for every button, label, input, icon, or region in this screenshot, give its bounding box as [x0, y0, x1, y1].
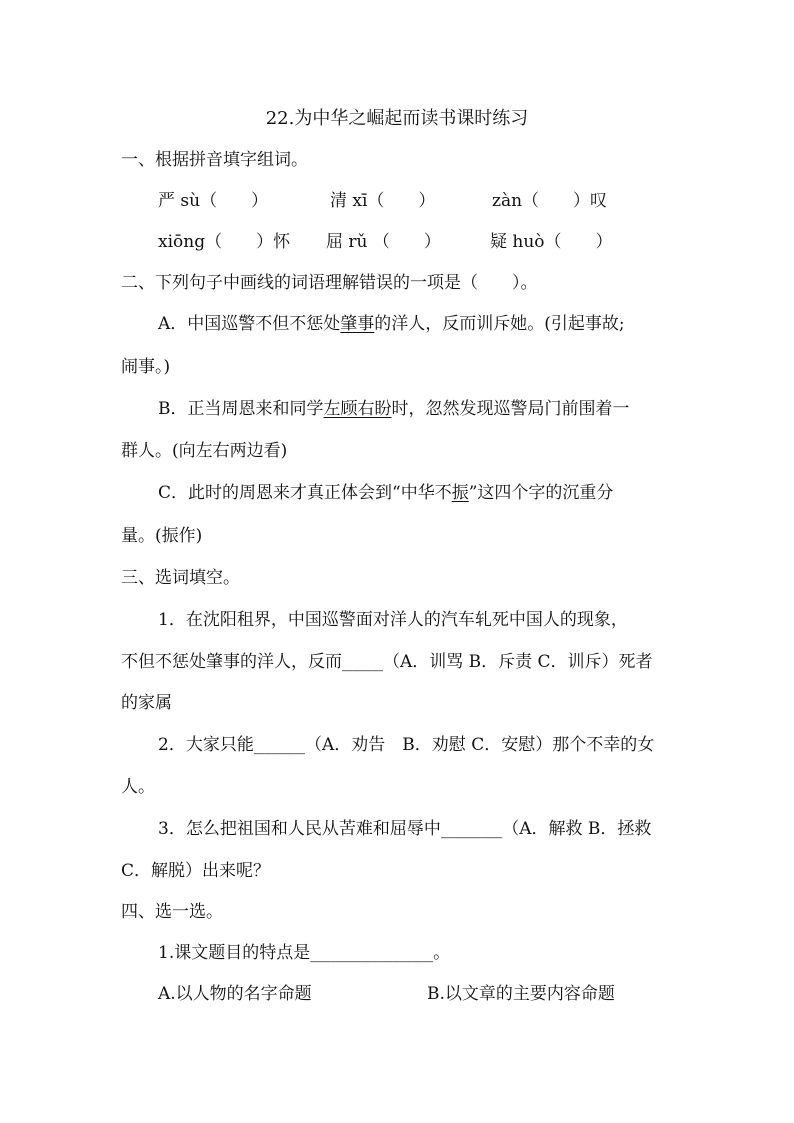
fill-q3-line1	[158, 818, 651, 840]
fill-q2-text: 2．大家只能	[158, 735, 254, 755]
underlined-word-a: 肇事	[340, 314, 375, 334]
pinyin-item-1: 严 sù（ ）	[158, 191, 269, 211]
option-a-continuation: 闹事。)	[121, 357, 171, 377]
pinyin-item-6: 疑 huò（ ）	[490, 232, 613, 252]
fill-q1-line1: 1．在沈阳租界，中国巡警面对洋人的汽车轧死中国人的现象，	[158, 610, 628, 630]
option-b-text-end: 时，忽然发现巡警局门前围着一	[391, 399, 630, 419]
underlined-word-c: 振	[451, 483, 469, 503]
option-a-line	[158, 313, 625, 335]
fill-q3-text: 3．怎么把祖国和人民从苦难和屈辱中	[158, 819, 441, 839]
section-1-heading: 一、根据拼音填字组词。	[121, 150, 308, 170]
fill-q1-text: 不但不惩处肇事的洋人，反而	[121, 652, 342, 672]
fill-q1-blank[interactable]: ____	[342, 652, 383, 672]
fill-q3-choices: （A．解救 B．拯救	[502, 819, 652, 839]
choose-option-b: B.以文章的主要内容命题	[427, 984, 615, 1004]
pinyin-item-2: 清 xī（ ）	[330, 191, 436, 211]
pinyin-item-4: xiōng（ ）怀	[158, 232, 291, 252]
section-3-heading: 三、选词填空。	[121, 568, 240, 588]
fill-q3-blank[interactable]: ______	[440, 819, 503, 839]
option-c-line	[158, 482, 613, 504]
fill-q2-line2: 人。	[121, 777, 155, 797]
fill-q1-choices: （A．训骂 B．斥责 C．训斥）死者	[382, 652, 653, 672]
option-a-text: A．中国巡警不但不惩处	[158, 314, 341, 334]
option-c-text: C．此时的周恩来才真正体会到“中华不	[158, 483, 452, 503]
pinyin-item-3: zàn（ ）叹	[492, 191, 608, 211]
option-b-continuation: 群人。(向左右两边看)	[121, 441, 288, 461]
option-c-text-end: ”这四个字的沉重分	[468, 483, 614, 503]
option-a-text-end: 的洋人，反而训斥她。(引起事故;	[374, 314, 625, 334]
fill-q2-line1	[158, 734, 654, 756]
fill-q1-line2	[121, 651, 653, 673]
choose-q1-end: 。	[433, 943, 451, 963]
option-b-text: B．正当周恩来和同学	[158, 399, 324, 419]
page-title: 22.为中华之崛起而读书课时练习	[265, 108, 529, 129]
choose-option-a: A.以人物的名字命题	[158, 984, 312, 1004]
section-4-heading: 四、选一选。	[121, 902, 223, 922]
fill-q3-line2: C．解脱）出来呢？	[121, 861, 271, 881]
fill-q2-blank[interactable]: _____	[253, 735, 306, 755]
option-b-line	[158, 398, 630, 420]
choose-q1-blank[interactable]: ____________	[310, 943, 434, 963]
fill-q2-choices: （A．劝告 B．劝慰 C．安慰）那个不幸的女	[305, 735, 655, 755]
underlined-word-b: 左顾右盼	[323, 399, 392, 419]
section-2-heading: 二、下列句子中画线的词语理解错误的一项是（ ）。	[121, 273, 538, 293]
fill-q1-line3: 的家属	[121, 693, 172, 713]
option-c-continuation: 量。(振作)	[121, 526, 203, 546]
pinyin-item-5: 屈 rǔ （ ）	[326, 232, 441, 252]
choose-q1-line	[158, 942, 450, 964]
choose-q1-text: 1.课文题目的特点是	[158, 943, 311, 963]
